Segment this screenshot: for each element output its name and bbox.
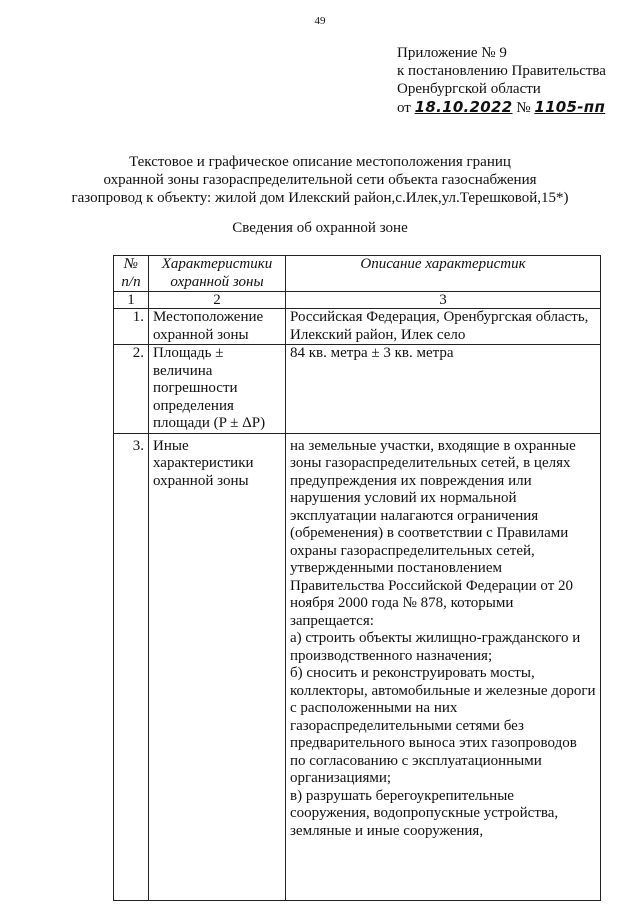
restriction-item-b: б) сносить и реконструировать мосты, коллекторы, автомобильные и железные дороги с расположенными на них газораспределительными сетями без предварительного выноса этих газопроводов по согласованию с эксплуатационными организациями; [290, 665, 596, 786]
restriction-item-c: в) разрушать берегоукрепительные сооружения, водопропускные устройства, земляные и иные сооружения, [290, 787, 559, 839]
section-subtitle: Сведения об охранной зоне [232, 220, 408, 236]
header-description: Описание характеристик [286, 256, 601, 292]
page-number: 49 [314, 15, 326, 27]
table-index-row [114, 292, 601, 309]
date-value: 18.10.2022 [414, 98, 513, 116]
number-sign: № [516, 100, 531, 116]
row-characteristic: Местоположение охранной зоны [149, 309, 286, 345]
appendix-line2: к постановлению Правительства [397, 63, 606, 79]
index-cell-2: 2 [149, 292, 286, 309]
index-cell-1: 1 [114, 292, 149, 309]
header-characteristics: Характеристики охранной зоны [149, 256, 286, 292]
row-characteristic: Иные характеристики охранной зоны [149, 433, 286, 901]
number-value: 1105-пп [534, 98, 606, 116]
header-number: № п/п [114, 256, 149, 292]
date-prefix: от [397, 100, 411, 116]
row-description: Российская Федерация, Оренбургская область, Илекский район, Илек село [286, 309, 601, 345]
zone-table [113, 255, 601, 901]
appendix-line3: Оренбургской области [397, 81, 541, 97]
index-cell-3: 3 [286, 292, 601, 309]
title-line3: газопровод к объекту: жилой дом Илекский район,с.Илек,ул.Терешковой,15*) [71, 190, 569, 206]
title-line2: охранной зоны газораспределительной сети объекта газоснабжения [103, 172, 537, 188]
document-title [0, 153, 640, 207]
table-row [114, 309, 601, 345]
row-number: 2. [114, 345, 149, 434]
row-number: 3. [114, 433, 149, 901]
row-description: 84 кв. метра ± 3 кв. метра [286, 345, 601, 434]
table-row [114, 345, 601, 434]
row-characteristic: Площадь ± величина погрешности определения площади (P ± ΔP) [149, 345, 286, 434]
appendix-line1: Приложение № 9 [397, 45, 507, 61]
table-row [114, 433, 601, 901]
table-header-row [114, 256, 601, 292]
row-description [286, 433, 601, 901]
appendix-date-line [397, 98, 606, 117]
appendix-block [397, 44, 606, 117]
restriction-item-a: а) строить объекты жилищно-гражданского и производственного назначения; [290, 630, 581, 664]
title-line1: Текстовое и графическое описание местоположения границ [129, 154, 511, 170]
restriction-intro: на земельные участки, входящие в охранные зоны газораспределительных сетей, в целях предупреждения их повреждения или нарушения условий их нормальной эксплуатации налагаются ограничения (обременения) в соответствии с Правилами охраны газораспределительных сетей, утвержденными постановлением Правительства Российской Федерации от 20 ноября 2000 года № 878, которыми запрещается: [290, 437, 576, 629]
row-number: 1. [114, 309, 149, 345]
